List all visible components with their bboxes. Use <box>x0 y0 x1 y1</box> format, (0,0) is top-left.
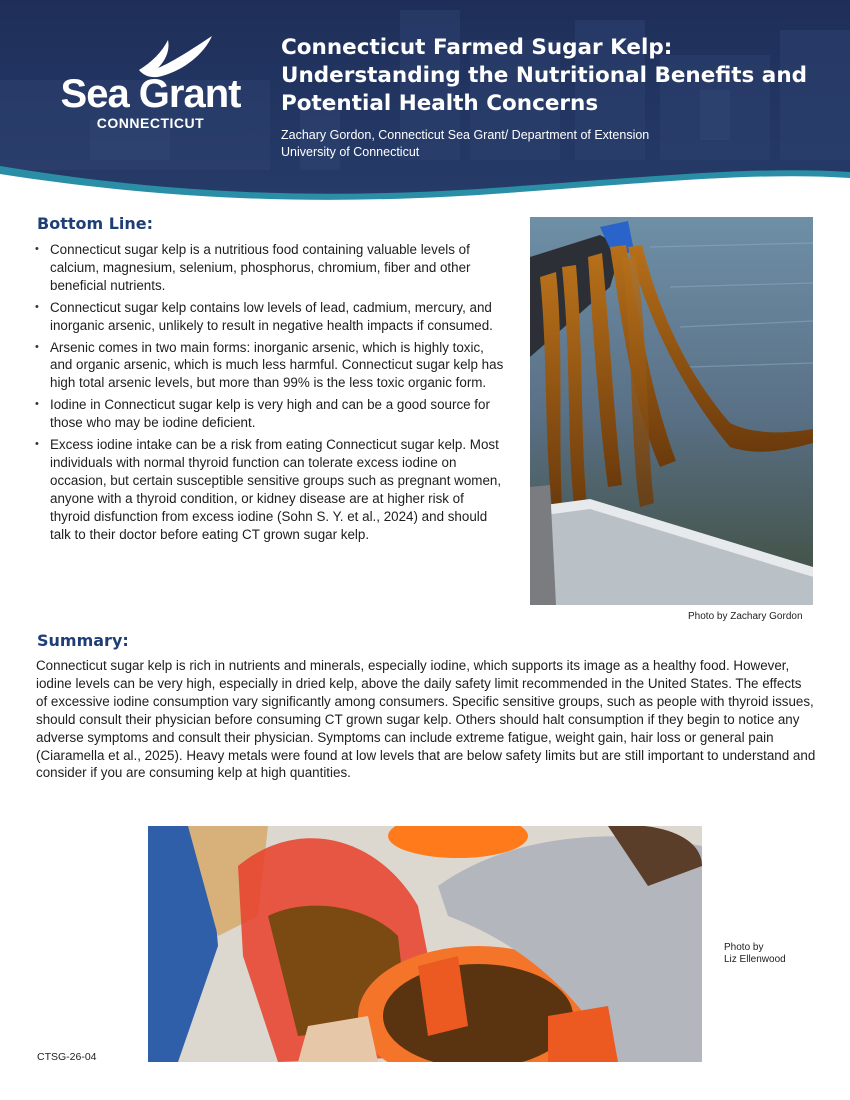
logo-subtitle: CONNECTICUT <box>96 115 205 131</box>
header-banner <box>0 0 850 200</box>
summary-paragraph: Connecticut sugar kelp is rich in nutrients and minerals, especially iodine, which supports its image as a healthy food. However, iodine levels can be very high, especially in dried kelp, above the daily safety limit recommended in the United States. The effects of excessive iodine consumption vary significantly among consumers. Specific sensitive groups, such as people with thyroid issues, should consult their physician before consuming CT grown sugar kelp. Others should halt consumption if they begin to notice any adverse symptoms and consult their physician. Symptoms can include extreme fatigue, weight gain, hair loss or general pain (Ciaramella et al., 2025). Heavy metals were found at low levels that are below safety limits but are still important to understand and consider if you are consuming kelp at high quantities. <box>36 658 816 781</box>
document-title: Connecticut Farmed Sugar Kelp: Understanding the Nutritional Benefits and Potential Health Concerns <box>281 35 808 116</box>
author-line-2: University of Connecticut <box>281 145 420 159</box>
photo-credit-liz <box>724 942 786 966</box>
photo-credit-liz-line-1: Photo by <box>724 942 764 953</box>
photo-credit-zachary: Photo by Zachary Gordon <box>688 611 803 622</box>
document-code: CTSG-26-04 <box>37 1051 97 1063</box>
summary-heading: Summary: <box>37 631 129 650</box>
bullet-item-arsenic: • Arsenic comes in two main forms: inorganic arsenic, which is highly toxic, and organic arsenic, which is much less harmful. Connecticut sugar kelp has high total arsenic levels, but more than 99% is the less toxic organic form. <box>35 339 505 393</box>
bullet-item-iodine: • Iodine in Connecticut sugar kelp is very high and can be a good source for those who may be iodine deficient. <box>35 396 505 432</box>
bullet-item-nutrients: • Connecticut sugar kelp is a nutritious food containing valuable levels of calcium, magnesium, selenium, phosphorus, chromium, fiber and other beneficial nutrients. <box>35 241 505 295</box>
bottom-line-heading: Bottom Line: <box>37 214 154 233</box>
bullet-item-heavy-metals: • Connecticut sugar kelp contains low levels of lead, cadmium, mercury, and inorganic arsenic, unlikely to result in negative health impacts if consumed. <box>35 299 505 335</box>
kelp-harvest-photo <box>530 217 813 605</box>
bullet-item-iodine-risk: • Excess iodine intake can be a risk from eating Connecticut sugar kelp. Most individuals with normal thyroid function can tolerate excess iodine on occasion, but certain susceptible sensitive groups such as pregnant women, anyone with a thyroid condition, or kidney disease are at higher risk of thyroid disfunction from excess iodine (Sohn S. Y. et al., 2024) and should talk to their doctor before eating CT grown sugar kelp. <box>35 436 505 543</box>
header-wave-divider <box>0 150 850 200</box>
kelp-processing-photo <box>148 826 702 1062</box>
bottom-line-list <box>35 241 505 548</box>
author-line-1: Zachary Gordon, Connecticut Sea Grant/ Department of Extension <box>281 128 650 142</box>
logo-wordmark: Sea Grant <box>60 72 241 116</box>
photo-credit-liz-line-2: Liz Ellenwood <box>724 954 786 965</box>
